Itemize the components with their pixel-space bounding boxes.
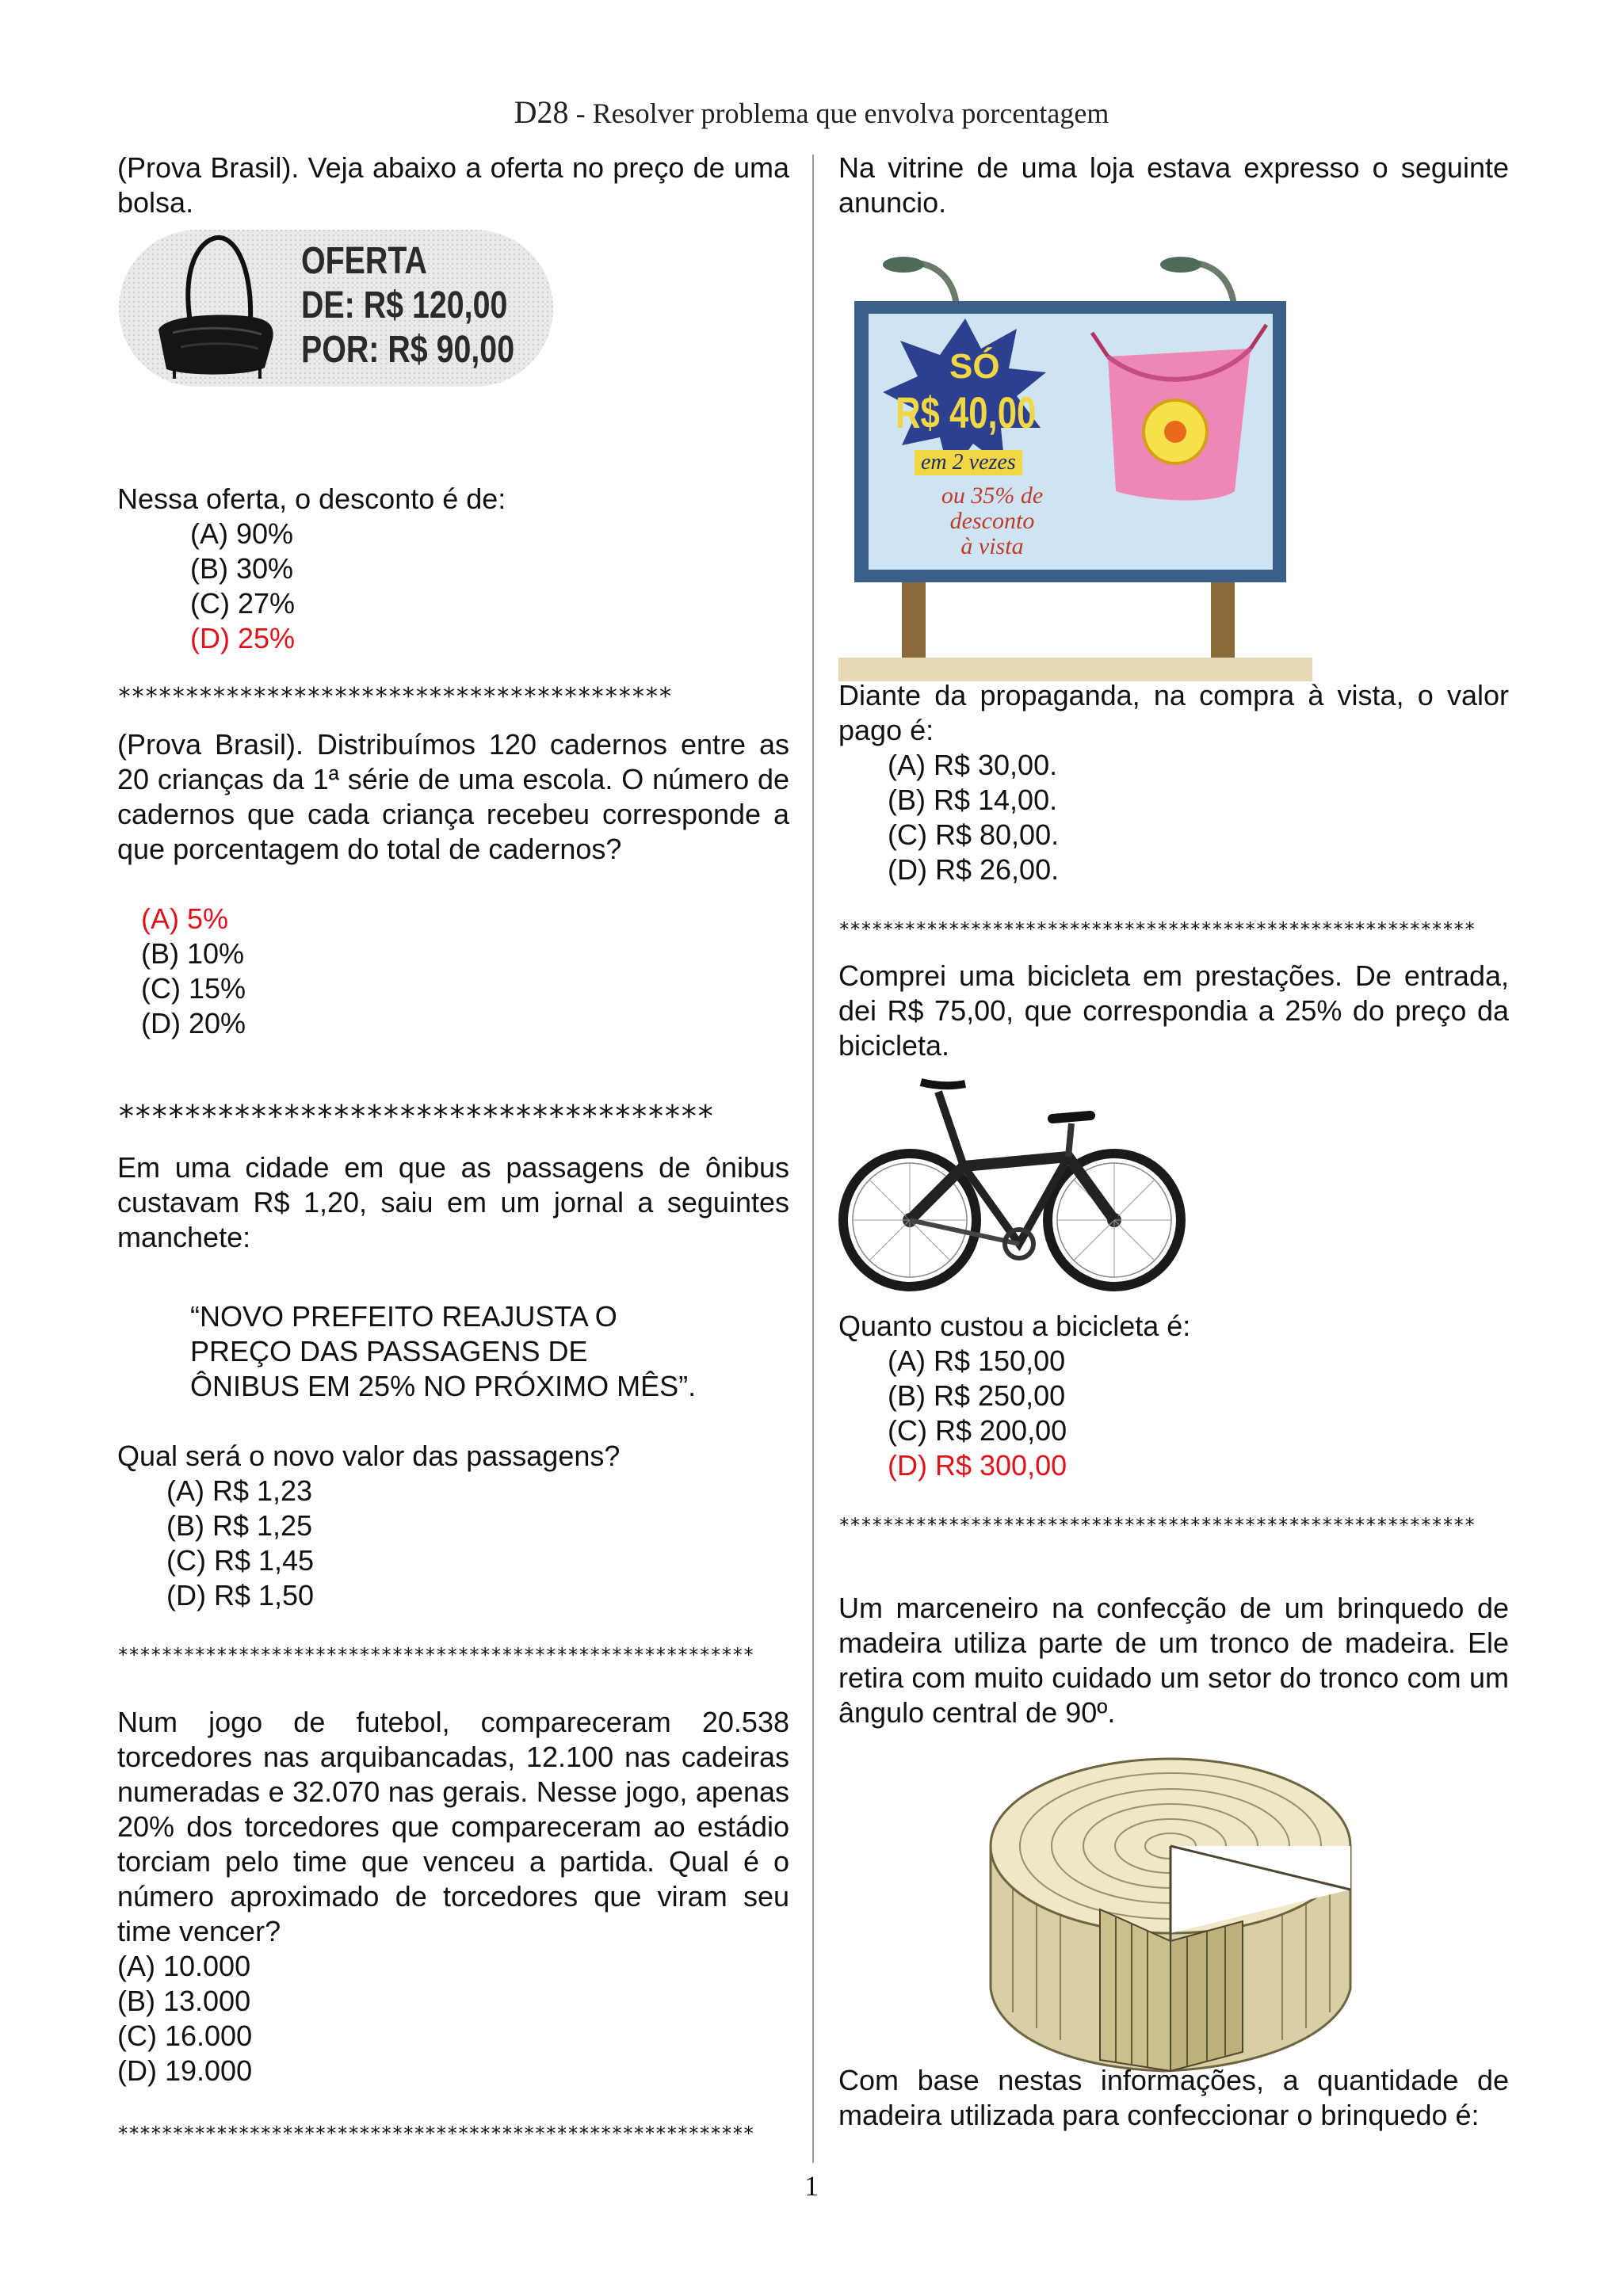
separator-stars: **********************************************************: [117, 2122, 754, 2145]
store-billboard-image: [838, 230, 1312, 681]
offer-text: [301, 239, 514, 372]
q7-prompt: Com base nestas informações, a quantidade de madeira utilizada para confeccionar o brinquedo é:: [838, 2064, 1509, 2131]
separator-stars: **********************************************************: [838, 918, 1476, 940]
q4-option-c: (C) 16.000: [117, 2019, 253, 2052]
billboard-illustration: [838, 230, 1312, 681]
q5-option-c: (C) R$ 80,00.: [888, 818, 1060, 851]
q3-headline-line2: PREÇO DAS PASSAGENS DE: [190, 1335, 588, 1367]
q2-option-b: (B) 10%: [141, 937, 245, 970]
billboard-discount: [897, 483, 1087, 559]
q6-option-a: (A) R$ 150,00: [888, 1344, 1066, 1377]
bicycle-image: [838, 1063, 1187, 1301]
separator-stars: **********************************************************: [117, 1644, 754, 1666]
separator-stars: *****************************************: [117, 683, 672, 711]
q5-option-a: (A) R$ 30,00.: [888, 749, 1058, 781]
q5-prompt: Diante da propaganda, na compra à vista, o valor pago é:: [838, 679, 1509, 746]
bag-offer-image: [117, 228, 555, 388]
column-divider: [812, 154, 814, 2163]
q5-option-b: (B) R$ 14,00.: [888, 784, 1058, 816]
bicycle-illustration: [838, 1063, 1187, 1301]
header-dash: -: [568, 97, 593, 129]
offer-new-price: POR: R$ 90,00: [301, 329, 515, 371]
q5-option-d: (D) R$ 26,00.: [888, 853, 1060, 886]
q1-prompt: Nessa oferta, o desconto é de:: [117, 482, 506, 515]
q4-option-d: (D) 19.000: [117, 2054, 253, 2087]
header-title: Resolver problema que envolva porcentagem: [592, 97, 1109, 129]
q3-option-c: (C) R$ 1,45: [166, 1544, 315, 1577]
q2-option-c: (C) 15%: [141, 972, 246, 1005]
q3-prompt: Qual será o novo valor das passagens?: [117, 1440, 621, 1472]
q6-option-d-answer: (D) R$ 300,00: [888, 1449, 1067, 1482]
wood-trunk-illustration: [981, 1751, 1361, 2084]
separator-stars: **********************************************************: [838, 1514, 1476, 1536]
q7-text: Um marceneiro na confecção de um brinquedo de madeira utiliza parte de um tronco de madeira. Ele retira com muito cuidado um setor do tronco com um ângulo central de 90º.: [838, 1592, 1509, 1729]
billboard-installments: em 2 vezes: [915, 450, 1022, 475]
q1-option-d-answer: (D) 25%: [190, 622, 296, 654]
q6-prompt: Quanto custou a bicicleta é:: [838, 1310, 1191, 1342]
wood-trunk-image: [981, 1751, 1361, 2084]
q1-option-b: (B) 30%: [190, 552, 294, 585]
q2-option-d: (D) 20%: [141, 1007, 246, 1039]
q4-option-b: (B) 13.000: [117, 1985, 251, 2017]
q3-headline-line1: “NOVO PREFEITO REAJUSTA O: [190, 1300, 617, 1333]
q6-option-c: (C) R$ 200,00: [888, 1414, 1067, 1447]
header-code: D28: [514, 94, 569, 130]
q3-headline-line3: ÔNIBUS EM 25% NO PRÓXIMO MÊS”.: [190, 1370, 697, 1402]
offer-old-price: DE: R$ 120,00: [301, 284, 508, 326]
q1-option-a: (A) 90%: [190, 517, 294, 550]
q6-text: Comprei uma bicicleta em prestações. De entrada, dei R$ 75,00, que correspondia a 25% do preço da bicicleta.: [838, 959, 1509, 1062]
billboard-price: R$ 40,00: [896, 387, 1037, 437]
billboard-discount-line3: à vista: [960, 533, 1024, 559]
q5-intro: Na vitrine de uma loja estava expresso o seguinte anuncio.: [838, 151, 1509, 219]
q4-text: Num jogo de futebol, compareceram 20.538 torcedores nas arquibancadas, 12.100 nas cadeiras numeradas e 32.070 nas gerais. Nesse jogo, apenas 20% dos torcedores que compareceram ao estádio torciam pelo time que venceu a partida. Qual é o número aproximado de torcedores que viram seu time vencer?: [117, 1706, 789, 1947]
billboard-discount-line1: ou 35% de: [941, 482, 1044, 509]
page-header: [0, 93, 1623, 131]
q3-option-a: (A) R$ 1,23: [166, 1474, 313, 1507]
billboard-so: SÓ: [949, 347, 1000, 386]
q1-option-c: (C) 27%: [190, 587, 296, 620]
q3-option-b: (B) R$ 1,25: [166, 1509, 313, 1542]
q4-option-a: (A) 10.000: [117, 1950, 251, 1982]
q1-intro: (Prova Brasil). Veja abaixo a oferta no preço de uma bolsa.: [117, 151, 789, 219]
q2-option-a-answer: (A) 5%: [141, 902, 229, 935]
separator-stars: ************************************: [117, 1099, 713, 1134]
billboard-discount-line2: desconto: [949, 508, 1035, 534]
page-number: 1: [804, 2170, 819, 2202]
q2-text: (Prova Brasil). Distribuímos 120 cadernos entre as 20 crianças da 1ª série de uma escola. O número de cadernos que cada criança recebeu corresponde a que porcentagem do total de cadernos?: [117, 728, 789, 865]
q6-option-b: (B) R$ 250,00: [888, 1379, 1066, 1412]
offer-title: OFERTA: [301, 240, 427, 282]
q3-option-d: (D) R$ 1,50: [166, 1579, 315, 1611]
q3-text: Em uma cidade em que as passagens de ônibus custavam R$ 1,20, saiu em um jornal a seguintes manchete:: [117, 1151, 789, 1253]
